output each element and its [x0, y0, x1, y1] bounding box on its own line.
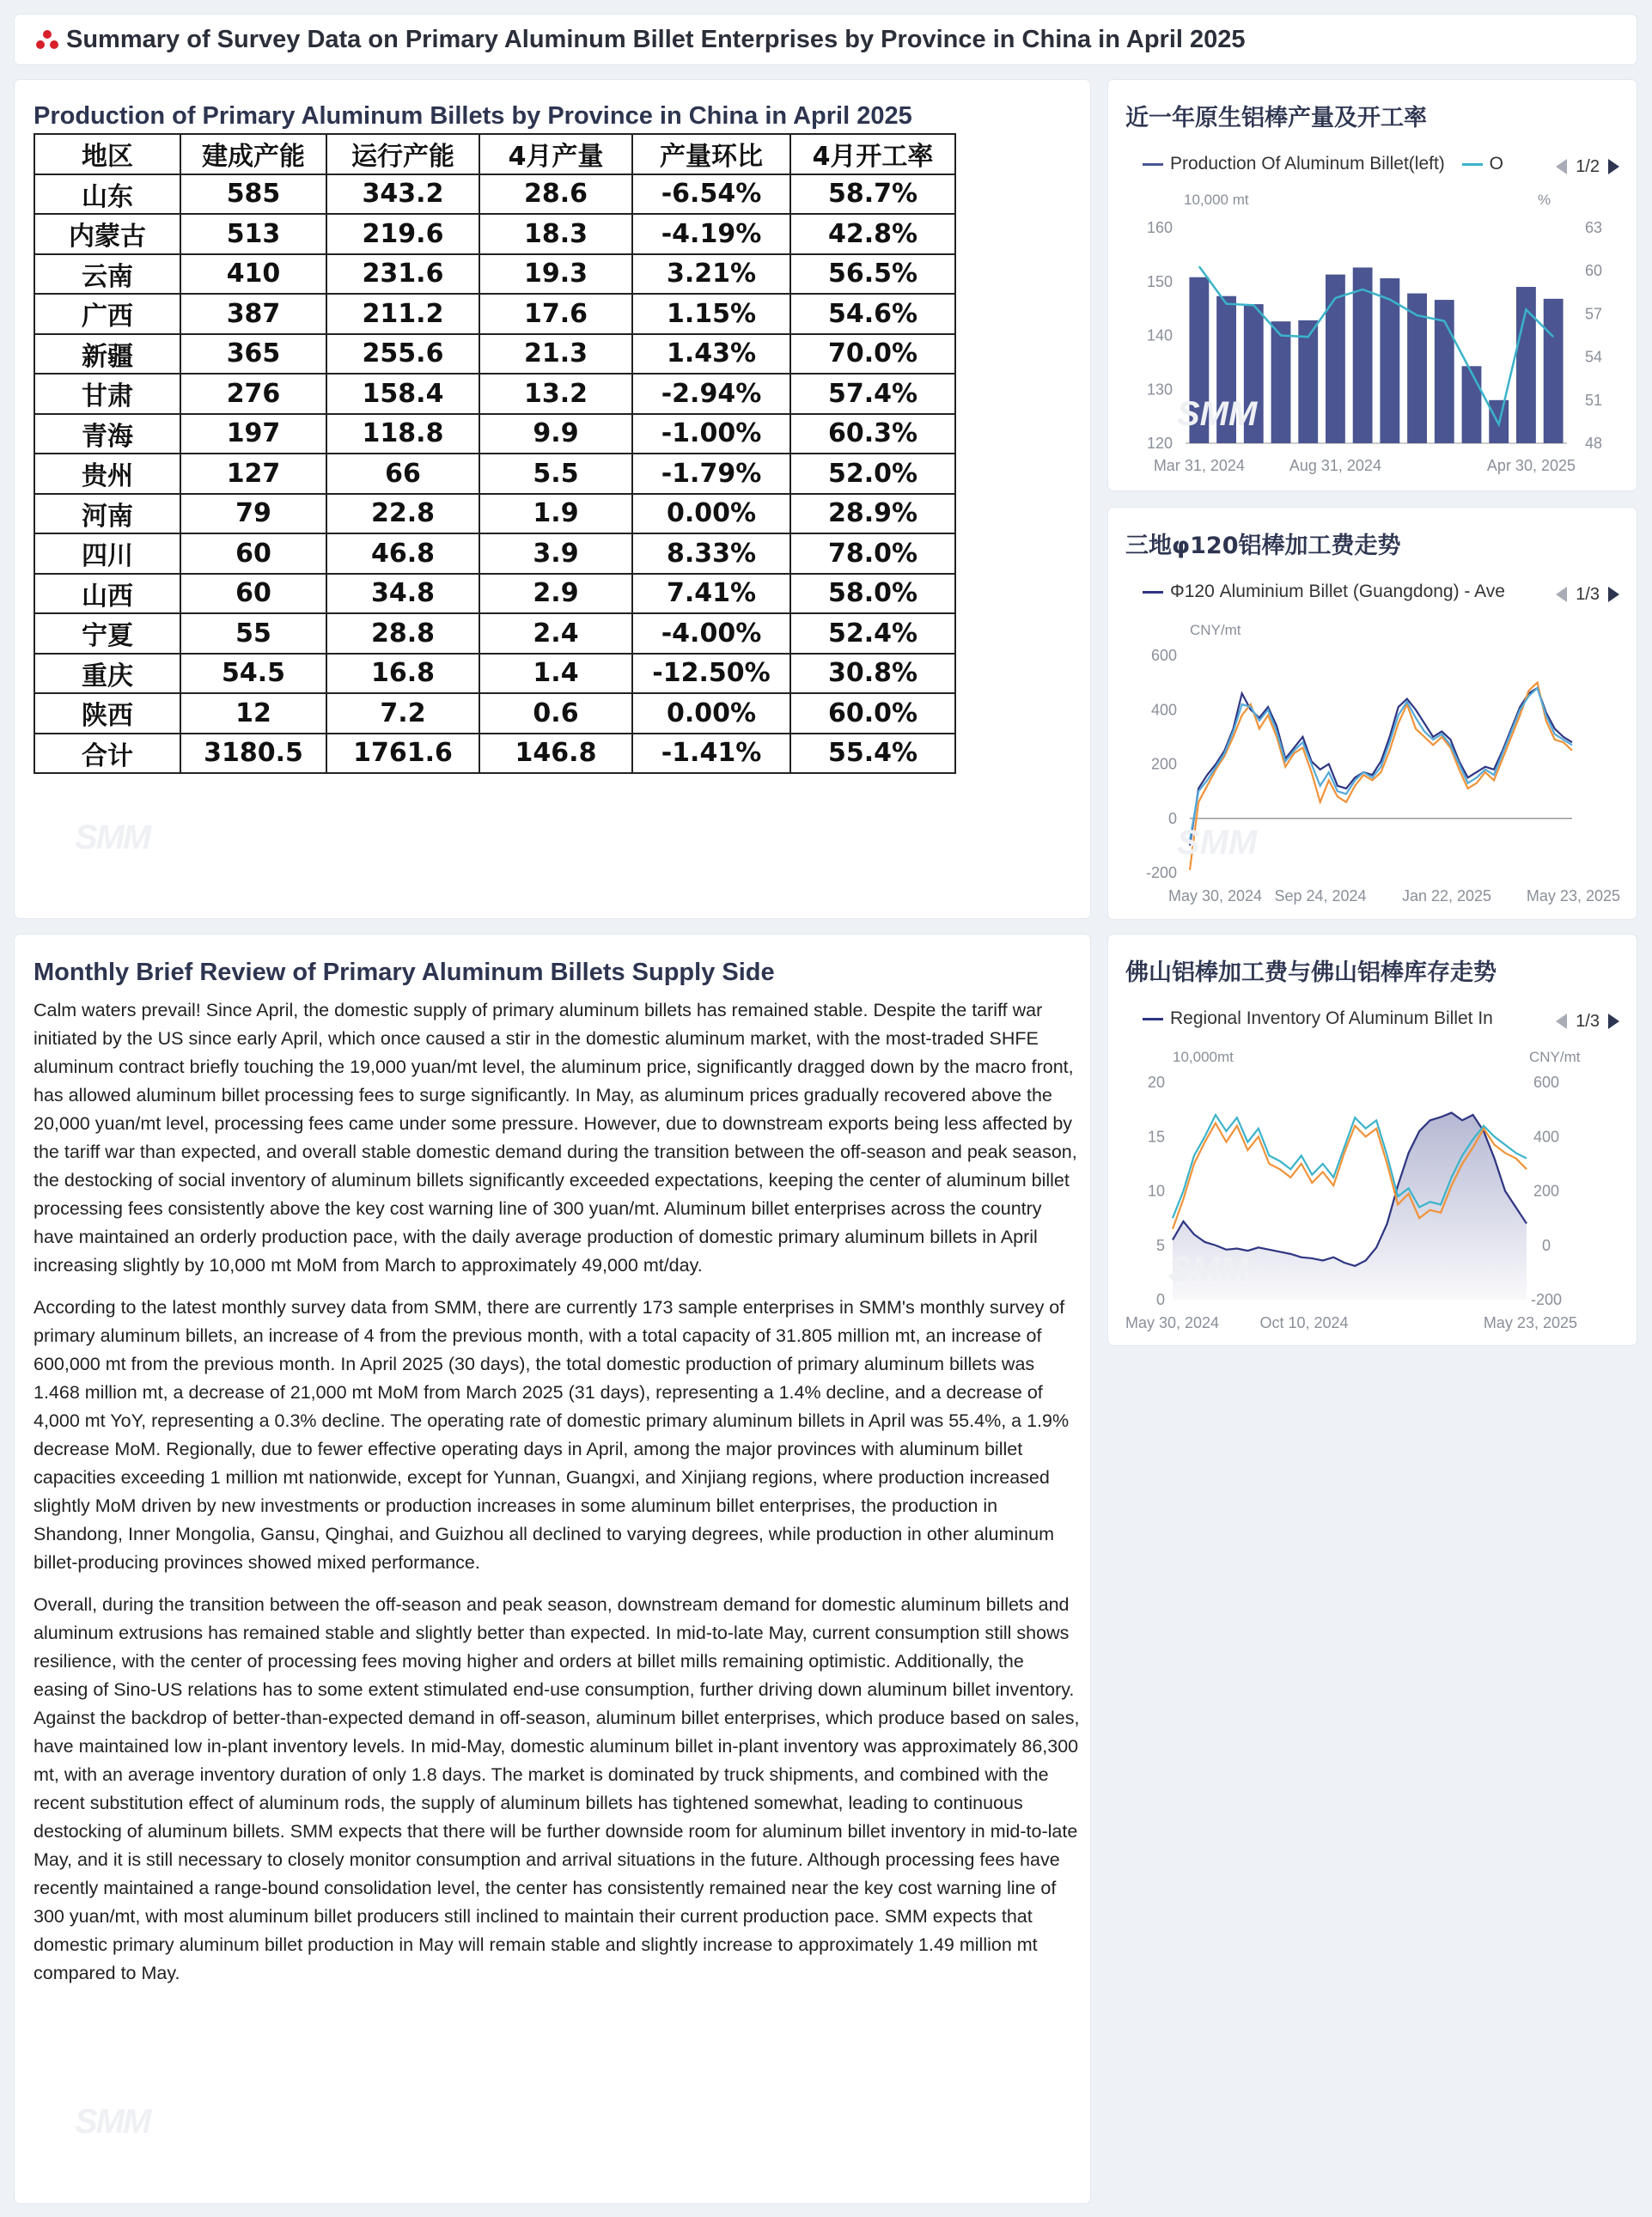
region-cell: 新疆: [34, 334, 180, 375]
value-cell: 276: [180, 374, 326, 414]
foshan-chart-card: [1108, 935, 1637, 1345]
value-cell: 118.8: [326, 414, 479, 454]
x-tick: May 30, 2024: [1125, 1314, 1220, 1331]
bar: [1462, 366, 1482, 443]
value-cell: 42.8%: [790, 214, 955, 254]
value-cell: 22.8: [326, 494, 479, 534]
value-cell: 34.8: [326, 574, 479, 614]
smm-logo-icon: [35, 29, 59, 50]
value-cell: 28.6: [479, 174, 632, 215]
table-row: [34, 494, 955, 534]
value-cell: 46.8: [326, 533, 479, 574]
value-cell: 197: [180, 414, 326, 454]
value-cell: 513: [180, 214, 326, 254]
value-cell: 70.0%: [790, 334, 955, 375]
value-cell: 52.4%: [790, 613, 955, 654]
table-row: [34, 174, 955, 215]
y-tick-right: 57: [1584, 305, 1603, 323]
x-tick: May 23, 2025: [1526, 887, 1620, 904]
value-cell: -4.00%: [632, 613, 790, 654]
value-cell: 158.4: [326, 374, 479, 414]
value-cell: 55.4%: [790, 734, 955, 774]
y-tick-right: -200: [1530, 1291, 1563, 1308]
value-cell: 28.8: [326, 613, 479, 654]
region-cell: 甘肃: [34, 374, 180, 414]
value-cell: 410: [180, 254, 326, 295]
legend-label: Φ120 Aluminium Billet (Guangdong) - Ave: [1170, 582, 1505, 601]
value-cell: 60: [180, 574, 326, 614]
value-cell: 5.5: [479, 454, 632, 494]
value-cell: -4.19%: [632, 214, 790, 254]
y-tick: 200: [1150, 755, 1177, 773]
value-cell: 127: [180, 454, 326, 494]
production-chart: [1108, 80, 1637, 490]
y-tick-left: 120: [1146, 435, 1173, 452]
table-header-row: [34, 134, 955, 174]
axis-unit: CNY/mt: [1190, 622, 1241, 638]
value-cell: 3.21%: [632, 254, 790, 295]
value-cell: 79: [180, 494, 326, 534]
value-cell: 3.9: [479, 533, 632, 574]
table-row: [34, 334, 955, 375]
value-cell: 54.6%: [790, 294, 955, 334]
bar: [1544, 299, 1564, 443]
value-cell: 146.8: [479, 734, 632, 774]
y-tick: 400: [1150, 701, 1177, 719]
value-cell: 54.5: [180, 654, 326, 694]
pager-label: 1/3: [1576, 584, 1600, 604]
review-body: [34, 996, 1082, 2001]
y-tick-right: 60: [1584, 262, 1603, 280]
value-cell: 78.0%: [790, 533, 955, 574]
bar: [1353, 267, 1373, 443]
chart-title: 三地φ120铝棒加工费走势: [1125, 533, 1401, 559]
value-cell: -2.94%: [632, 374, 790, 414]
y-tick-right: 63: [1584, 219, 1603, 236]
report-header: [15, 15, 1637, 64]
value-cell: 16.8: [326, 654, 479, 694]
review-paragraph: Calm waters prevail! Since April, the domestic supply of primary aluminum billets has remained stable. Despite the tariff war initiated by the US since early April, which once caused a stir in the domestic aluminum market, with the most-traded SHFE aluminum contract briefly touching the 19,000 yuan/mt level, the aluminum price, significantly dragged down by the macro front, has allowed aluminum billet processing fees to surge significantly. In May, as aluminum prices gradually recovered above the 20,000 yuan/mt level, processing fees came under some pressure. However, due to downstream exports being less affected by the tariff war than expected, and overall stable domestic demand during the transition between the off-season and peak season, the destocking of social inventory of aluminum billets significantly exceeded expectations, keeping the center of aluminum billet processing fees consistently above the key cost warning line of 300 yuan/mt. Aluminum billet enterprises across the country have maintained an orderly production pace, with the daily average production of domestic primary aluminum billets in April increasing slightly by 10,000 mt MoM from March to approximately 49,000 mt/day.: [34, 1000, 1077, 1276]
bar: [1271, 321, 1291, 443]
table-row: [34, 374, 955, 414]
column-header: 产量环比: [632, 134, 790, 174]
region-cell: 四川: [34, 533, 180, 574]
axis-unit: %: [1538, 192, 1551, 208]
y-tick-right: 51: [1584, 391, 1603, 409]
series-line: [1190, 688, 1572, 840]
x-tick: Apr 30, 2025: [1486, 457, 1576, 474]
value-cell: 17.6: [479, 294, 632, 334]
axis-unit: 10,000 mt: [1184, 192, 1249, 208]
column-header: 4月产量: [479, 134, 632, 174]
value-cell: 3180.5: [180, 734, 326, 774]
table-row: [34, 654, 955, 694]
value-cell: 8.33%: [632, 533, 790, 574]
y-tick-left: 5: [1155, 1236, 1165, 1254]
y-tick-right: 600: [1533, 1074, 1560, 1091]
x-tick: May 23, 2025: [1483, 1314, 1577, 1331]
region-cell: 陕西: [34, 693, 180, 734]
x-tick: Jan 22, 2025: [1401, 887, 1492, 904]
pager-label: 1/2: [1576, 156, 1600, 176]
y-tick-left: 15: [1147, 1128, 1165, 1146]
legend-label: Production Of Aluminum Billet(left): [1170, 154, 1445, 174]
value-cell: 365: [180, 334, 326, 375]
value-cell: -12.50%: [632, 654, 790, 694]
value-cell: 585: [180, 174, 326, 215]
region-cell: 山西: [34, 574, 180, 614]
table-row: [34, 254, 955, 295]
region-cell: 广西: [34, 294, 180, 334]
x-tick: Sep 24, 2024: [1274, 887, 1367, 904]
review-title: Monthly Brief Review of Primary Aluminum Billets Supply Side: [34, 959, 775, 986]
y-tick-right: 400: [1533, 1128, 1560, 1146]
table-row: [34, 414, 955, 454]
value-cell: -6.54%: [632, 174, 790, 215]
processing-fee-chart-card: [1108, 508, 1637, 919]
column-header: 地区: [34, 134, 180, 174]
y-tick-right: 200: [1533, 1182, 1560, 1200]
x-tick: Aug 31, 2024: [1289, 457, 1381, 474]
watermark: SMM: [75, 819, 150, 856]
y-tick-left: 0: [1155, 1291, 1165, 1308]
value-cell: 60.0%: [790, 693, 955, 734]
value-cell: 28.9%: [790, 494, 955, 534]
value-cell: 21.3: [479, 334, 632, 375]
y-tick-right: 48: [1584, 435, 1603, 452]
value-cell: 2.4: [479, 613, 632, 654]
table-title: Production of Primary Aluminum Billets by Province in China in April 2025: [34, 102, 912, 130]
legend-label: Regional Inventory Of Aluminum Billet In: [1170, 1008, 1493, 1028]
watermark: SMM: [1177, 824, 1258, 862]
value-cell: 12: [180, 693, 326, 734]
region-cell: 青海: [34, 414, 180, 454]
value-cell: 56.5%: [790, 254, 955, 295]
pager-label: 1/3: [1576, 1011, 1600, 1031]
table-row: [34, 454, 955, 494]
y-tick-left: 20: [1147, 1074, 1165, 1091]
value-cell: 387: [180, 294, 326, 334]
table-row: [34, 734, 955, 774]
watermark: SMM: [1177, 395, 1258, 433]
value-cell: 1.9: [479, 494, 632, 534]
value-cell: 19.3: [479, 254, 632, 295]
value-cell: 9.9: [479, 414, 632, 454]
region-cell: 贵州: [34, 454, 180, 494]
region-cell: 重庆: [34, 654, 180, 694]
value-cell: -1.41%: [632, 734, 790, 774]
table-row: [34, 693, 955, 734]
value-cell: 58.0%: [790, 574, 955, 614]
value-cell: 231.6: [326, 254, 479, 295]
table-row: [34, 294, 955, 334]
value-cell: 2.9: [479, 574, 632, 614]
review-paragraph: According to the latest monthly survey data from SMM, there are currently 173 sample enterprises in SMM's monthly survey of primary aluminum billets, an increase of 4 from the previous month, with a total capacity of 31.805 million mt, an increase of 600,000 mt from the previous month. In April 2025 (30 days), the total domestic production of primary aluminum billets was 1.468 million mt, a decrease of 21,000 mt MoM from March 2025 (31 days), representing a 1.4% decline, and a decrease of 4,000 mt YoY, representing a 0.3% decline. The operating rate of domestic primary aluminum billets in April was 55.4%, a 1.9% decrease MoM. Regionally, due to fewer effective operating days in April, among the major provinces with aluminum billet capacities exceeding 1 million mt nationwide, except for Yunnan, Guangxi, and Xinjiang regions, where production increased slightly MoM driven by new investments or production increases in some aluminum billet enterprises, the production in Shandong, Inner Mongolia, Gansu, Qinghai, and Guizhou all declined to varying degrees, while production in other aluminum billet-producing provinces showed mixed performance.: [34, 1297, 1070, 1573]
value-cell: 57.4%: [790, 374, 955, 414]
y-tick-left: 150: [1146, 272, 1173, 290]
table-row: [34, 613, 955, 654]
value-cell: 211.2: [326, 294, 479, 334]
region-cell: 合计: [34, 734, 180, 774]
value-cell: 343.2: [326, 174, 479, 215]
value-cell: 7.41%: [632, 574, 790, 614]
x-tick: May 30, 2024: [1168, 887, 1263, 904]
value-cell: 255.6: [326, 334, 479, 375]
value-cell: 1.15%: [632, 294, 790, 334]
chart-title: 佛山铝棒加工费与佛山铝棒库存走势: [1125, 959, 1497, 986]
y-tick-left: 130: [1146, 381, 1173, 399]
production-chart-card: [1108, 80, 1637, 490]
value-cell: 55: [180, 613, 326, 654]
y-tick: 0: [1167, 809, 1177, 827]
value-cell: 0.00%: [632, 494, 790, 534]
legend-label: O: [1489, 154, 1503, 174]
processing-fee-chart: [1108, 508, 1637, 919]
column-header: 4月开工率: [790, 134, 955, 174]
chart-title: 近一年原生铝棒产量及开工率: [1125, 105, 1427, 131]
value-cell: 0.00%: [632, 693, 790, 734]
column-header: 建成产能: [180, 134, 326, 174]
y-tick-left: 10: [1147, 1182, 1165, 1200]
x-tick: Oct 10, 2024: [1259, 1314, 1349, 1331]
value-cell: -1.79%: [632, 454, 790, 494]
y-tick: -200: [1145, 864, 1177, 881]
y-tick: 600: [1150, 647, 1177, 664]
value-cell: 7.2: [326, 693, 479, 734]
value-cell: 219.6: [326, 214, 479, 254]
foshan-chart: [1108, 935, 1637, 1345]
value-cell: 1761.6: [326, 734, 479, 774]
region-cell: 河南: [34, 494, 180, 534]
bar: [1298, 320, 1318, 443]
review-card: [15, 935, 1090, 2203]
axis-unit: CNY/mt: [1529, 1049, 1581, 1065]
column-header: 运行产能: [326, 134, 479, 174]
province-production-table: [34, 133, 956, 774]
value-cell: 58.7%: [790, 174, 955, 215]
y-tick-left: 140: [1146, 326, 1173, 344]
page-title: Summary of Survey Data on Primary Aluminum Billet Enterprises by Province in China in April 2025: [66, 25, 1246, 53]
table-row: [34, 574, 955, 614]
y-tick-right: 54: [1584, 348, 1603, 366]
value-cell: 60.3%: [790, 414, 955, 454]
value-cell: 60: [180, 533, 326, 574]
review-paragraph: Overall, during the transition between the off-season and peak season, downstream demand for domestic aluminum billets and aluminum extrusions has remained stable and slightly better than expected. In mid-to-late May, current consumption still shows resilience, with the center of processing fees moving higher and orders at billet mills remaining optimistic. Additionally, the easing of Sino-US relations has to some extent stimulated end-use consumption, further driving down aluminum billet inventory. Against the backdrop of better-than-expected demand in off-season, aluminum billet enterprises, which produce based on sales, have maintained low in-plant inventory levels. In mid-May, domestic aluminum billet in-plant inventory was approximately 86,300 mt, with an average inventory duration of only 1.8 days. The market is dominated by truck shipments, and combined with the recent substitution effect of aluminum rods, the supply of aluminum billets has tightened somewhat, leading to continuous destocking of aluminum billets. SMM expects that there will be further downside room for aluminum billet inventory in mid-to-late May, and it is still necessary to closely monitor consumption and arrival situations in the future. Although processing fees have recently maintained a range-bound consolidation level, the center has consistently remained near the key cost warning line of 300 yuan/mt, with most aluminum billet producers still inclined to maintain their current production pace. SMM expects that domestic primary aluminum billet production in May will remain stable and slightly increase to approximately 1.49 million mt compared to May.: [34, 1594, 1080, 1983]
y-tick-right: 0: [1541, 1236, 1551, 1254]
table-row: [34, 214, 955, 254]
value-cell: 30.8%: [790, 654, 955, 694]
region-cell: 山东: [34, 174, 180, 215]
value-cell: -1.00%: [632, 414, 790, 454]
value-cell: 1.4: [479, 654, 632, 694]
x-tick: Mar 31, 2024: [1153, 457, 1245, 474]
value-cell: 1.43%: [632, 334, 790, 375]
y-tick-left: 160: [1146, 219, 1173, 236]
table-row: [34, 533, 955, 574]
region-cell: 宁夏: [34, 613, 180, 654]
value-cell: 18.3: [479, 214, 632, 254]
value-cell: 66: [326, 454, 479, 494]
value-cell: 13.2: [479, 374, 632, 414]
value-cell: 52.0%: [790, 454, 955, 494]
watermark: SMM: [1168, 1251, 1249, 1288]
region-cell: 云南: [34, 254, 180, 295]
region-cell: 内蒙古: [34, 214, 180, 254]
watermark: SMM: [75, 2103, 150, 2141]
province-table-card: [15, 80, 1090, 918]
axis-unit: 10,000mt: [1173, 1049, 1234, 1065]
value-cell: 0.6: [479, 693, 632, 734]
